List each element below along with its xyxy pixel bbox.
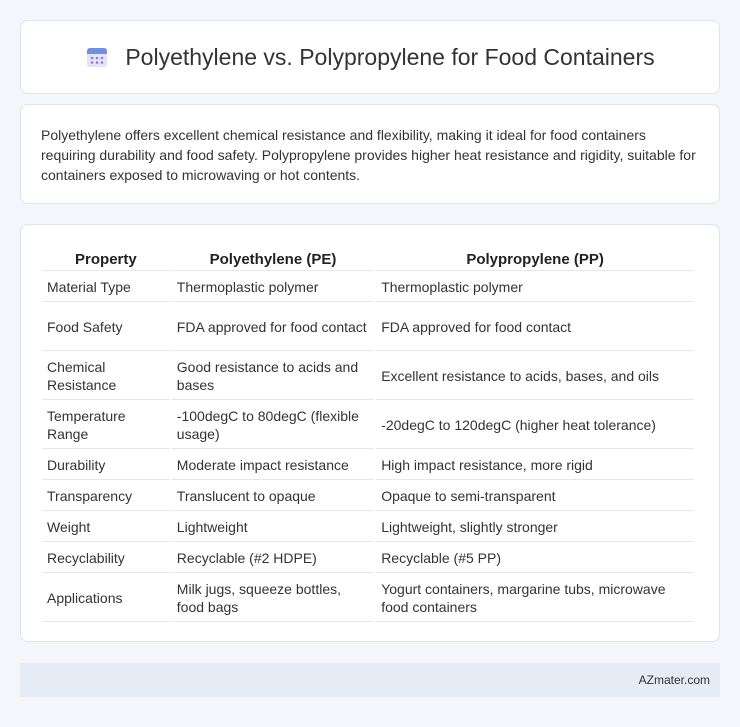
pe-cell: Thermoplastic polymer	[172, 273, 374, 302]
pp-cell: -20degC to 120degC (higher heat tolerance)	[376, 402, 694, 449]
table-header-row	[42, 248, 694, 271]
header-card	[20, 20, 720, 94]
property-cell: Chemical Resistance	[42, 353, 170, 400]
pp-cell: Opaque to semi-transparent	[376, 482, 694, 511]
header-polypropylene: Polypropylene (PP)	[376, 248, 694, 271]
pe-cell: Moderate impact resistance	[172, 451, 374, 480]
summary-text: Polyethylene offers excellent chemical resistance and flexibility, making it ideal for food containers requiring durability and food safety. Polypropylene provides higher heat resistance and rigidity, suitable for containers exposed to microwaving or hot contents.	[41, 127, 696, 183]
pe-cell: Lightweight	[172, 513, 374, 542]
pe-cell: FDA approved for food contact	[172, 304, 374, 351]
table-row	[42, 304, 694, 351]
table-row	[42, 353, 694, 400]
property-cell: Applications	[42, 575, 170, 622]
comparison-table-card	[20, 224, 720, 642]
property-cell: Temperature Range	[42, 402, 170, 449]
pp-cell: Yogurt containers, margarine tubs, microwave food containers	[376, 575, 694, 622]
pp-cell: Lightweight, slightly stronger	[376, 513, 694, 542]
calendar-icon	[85, 45, 109, 69]
property-cell: Durability	[42, 451, 170, 480]
summary-card	[20, 104, 720, 204]
pe-cell: Translucent to opaque	[172, 482, 374, 511]
pp-cell: Thermoplastic polymer	[376, 273, 694, 302]
property-cell: Weight	[42, 513, 170, 542]
table-row	[42, 451, 694, 480]
footer-bar	[20, 663, 720, 697]
comparison-table	[40, 246, 696, 624]
page-title: Polyethylene vs. Polypropylene for Food Containers	[125, 43, 655, 70]
table-row	[42, 575, 694, 622]
pe-cell: Recyclable (#2 HDPE)	[172, 544, 374, 573]
pp-cell: High impact resistance, more rigid	[376, 451, 694, 480]
table-row	[42, 513, 694, 542]
header-property: Property	[42, 248, 170, 271]
footer-source: AZmater.com	[638, 673, 710, 687]
table-row	[42, 273, 694, 302]
pe-cell: -100degC to 80degC (flexible usage)	[172, 402, 374, 449]
pe-cell: Milk jugs, squeeze bottles, food bags	[172, 575, 374, 622]
property-cell: Transparency	[42, 482, 170, 511]
pp-cell: FDA approved for food contact	[376, 304, 694, 351]
property-cell: Food Safety	[42, 304, 170, 351]
pp-cell: Recyclable (#5 PP)	[376, 544, 694, 573]
table-row	[42, 402, 694, 449]
table-row	[42, 544, 694, 573]
property-cell: Material Type	[42, 273, 170, 302]
table-row	[42, 482, 694, 511]
pe-cell: Good resistance to acids and bases	[172, 353, 374, 400]
header-polyethylene: Polyethylene (PE)	[172, 248, 374, 271]
property-cell: Recyclability	[42, 544, 170, 573]
title-wrap	[85, 44, 654, 71]
pp-cell: Excellent resistance to acids, bases, and oils	[376, 353, 694, 400]
